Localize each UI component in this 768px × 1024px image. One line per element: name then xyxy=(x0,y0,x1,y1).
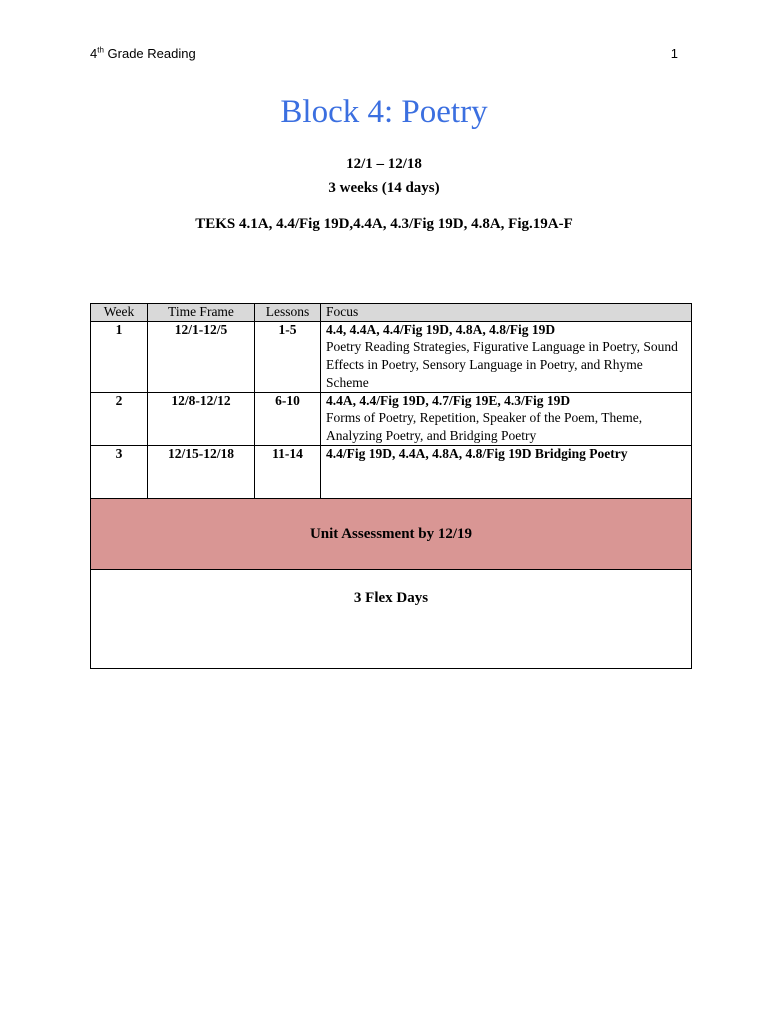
column-header-week: Week xyxy=(91,304,148,322)
cell-time-frame: 12/15-12/18 xyxy=(148,446,255,499)
cell-lessons: 1-5 xyxy=(255,322,321,393)
focus-teks: 4.4/Fig 19D, 4.4A, 4.8A, 4.8/Fig 19D Bridging Poetry xyxy=(326,446,628,461)
focus-description: Forms of Poetry, Repetition, Speaker of the Poem, Theme, Analyzing Poetry, and Bridging Poetry xyxy=(326,410,643,443)
grade-number: 4 xyxy=(90,46,98,61)
flex-days: 3 Flex Days xyxy=(91,570,692,669)
grade-text: Grade Reading xyxy=(103,46,196,61)
focus-teks: 4.4, 4.4A, 4.4/Fig 19D, 4.8A, 4.8/Fig 19D xyxy=(326,322,556,337)
duration: 3 weeks (14 days) xyxy=(328,180,440,196)
teks-standards: TEKS 4.1A, 4.4/Fig 19D,4.4A, 4.3/Fig 19D, 4.8A, Fig.19A-F xyxy=(195,216,573,232)
cell-time-frame: 12/8-12/12 xyxy=(148,393,255,446)
cell-week: 1 xyxy=(91,322,148,393)
flex-row xyxy=(91,570,692,669)
cell-week: 2 xyxy=(91,393,148,446)
focus-teks: 4.4A, 4.4/Fig 19D, 4.7/Fig 19E, 4.3/Fig 19D xyxy=(326,393,571,408)
running-header xyxy=(90,46,196,61)
cell-focus xyxy=(321,322,692,393)
cell-time-frame: 12/1-12/5 xyxy=(148,322,255,393)
focus-description: Poetry Reading Strategies, Figurative Language in Poetry, Sound Effects in Poetry, Sensory Language in Poetry, and Rhyme Scheme xyxy=(326,339,678,390)
cell-week: 3 xyxy=(91,446,148,499)
column-header-time-frame: Time Frame xyxy=(148,304,255,322)
table-row xyxy=(91,446,692,499)
schedule-table xyxy=(90,303,692,669)
column-header-focus: Focus xyxy=(321,304,692,322)
table-row xyxy=(91,322,692,393)
table-header-row xyxy=(91,304,692,322)
grade-superscript: th xyxy=(97,45,104,55)
unit-assessment: Unit Assessment by 12/19 xyxy=(91,499,692,570)
column-header-lessons: Lessons xyxy=(255,304,321,322)
cell-lessons: 11-14 xyxy=(255,446,321,499)
page-number: 1 xyxy=(670,46,678,61)
table-row xyxy=(91,393,692,446)
cell-lessons: 6-10 xyxy=(255,393,321,446)
cell-focus xyxy=(321,393,692,446)
date-range: 12/1 – 12/18 xyxy=(346,156,422,172)
page-title: Block 4: Poetry xyxy=(280,94,488,130)
assessment-row xyxy=(91,499,692,570)
cell-focus xyxy=(321,446,692,499)
